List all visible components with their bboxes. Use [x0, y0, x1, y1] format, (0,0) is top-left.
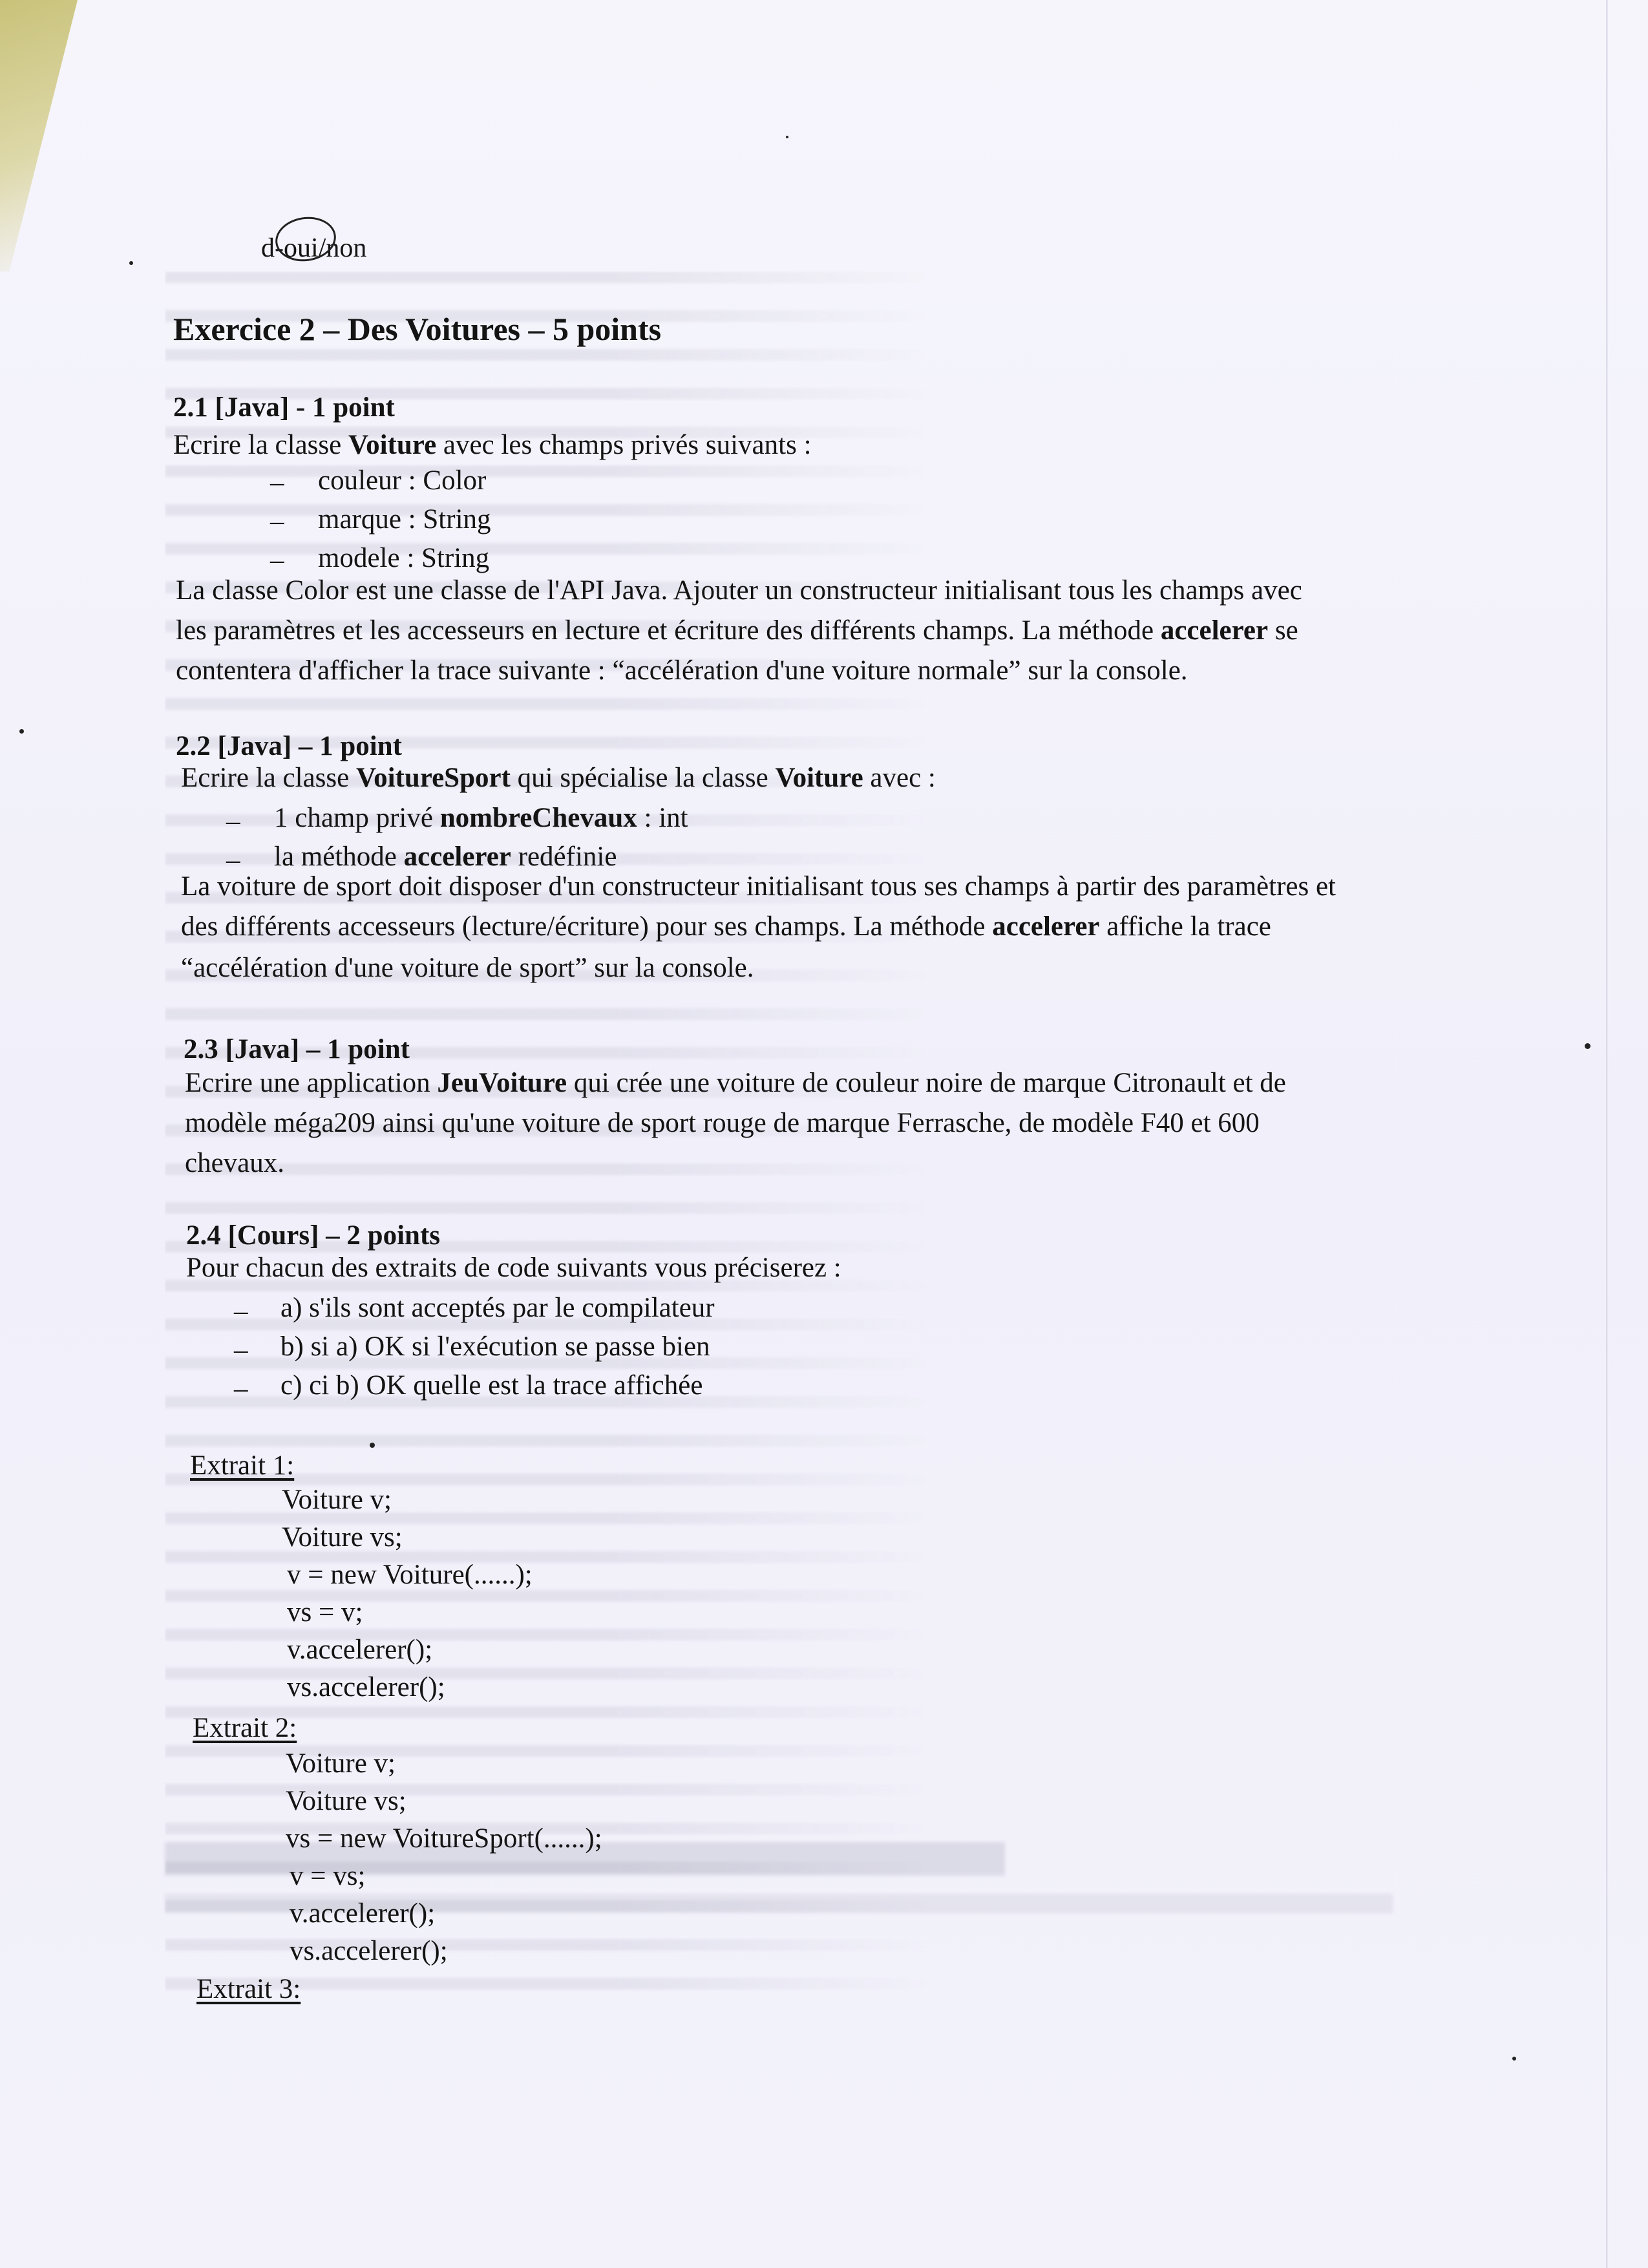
- scan-speck: [786, 136, 788, 138]
- class-name-voiture: Voiture: [775, 763, 863, 793]
- scan-speck: [1585, 1043, 1590, 1049]
- code-line: vs = new VoitureSport(......);: [286, 1823, 602, 1854]
- code-line: vs.accelerer();: [287, 1672, 445, 1702]
- paragraph-line: La classe Color est une classe de l'API Java. Ajouter un constructeur initialisant tous les champs avec: [176, 575, 1302, 606]
- item-text-end: redéfinie: [511, 842, 617, 872]
- section-2-2-heading: 2.2 [Java] – 1 point: [176, 731, 402, 761]
- page-edge-line: [1606, 0, 1608, 2268]
- section-2-3-heading: 2.3 [Java] – 1 point: [184, 1034, 410, 1065]
- paragraph-line: “accélération d'une voiture de sport” sur la console.: [181, 953, 754, 983]
- scan-speck: [19, 729, 24, 734]
- paragraph-line: [185, 1069, 1286, 1097]
- code-line: vs.accelerer();: [290, 1936, 448, 1966]
- intro-text-end: avec les champs privés suivants :: [436, 430, 812, 460]
- question-item: b) si a) OK si l'exécution se passe bien: [280, 1331, 710, 1362]
- bullet-dash: –: [234, 1373, 248, 1404]
- intro-text-end: avec :: [863, 763, 936, 793]
- bullet-dash: –: [270, 506, 284, 536]
- intro-text-mid: qui spécialise la classe: [510, 763, 776, 793]
- paragraph-text: Ecrire une application: [185, 1068, 438, 1098]
- code-line: Voiture v;: [282, 1485, 392, 1515]
- extrait-1-label: Extrait 1:: [190, 1450, 295, 1481]
- bullet-dash: –: [234, 1335, 248, 1365]
- page-corner-fold: [0, 0, 78, 271]
- paragraph-line: chevaux.: [185, 1148, 285, 1178]
- paragraph-text-end: qui crée une voiture de couleur noire de marque Citronault et de: [567, 1068, 1286, 1098]
- list-item: [274, 843, 617, 871]
- scan-speck: [370, 1443, 375, 1448]
- class-name-voiture: Voiture: [348, 430, 437, 460]
- bullet-dash: –: [234, 1296, 248, 1326]
- field-name: nombreChevaux: [439, 803, 637, 833]
- paragraph-line: [176, 617, 1298, 644]
- class-name-voituresport: VoitureSport: [355, 763, 511, 793]
- method-name: accelerer: [403, 842, 511, 872]
- code-line: v.accelerer();: [290, 1898, 436, 1929]
- field-item: couleur : Color: [318, 465, 487, 496]
- code-line: v = vs;: [290, 1861, 366, 1891]
- code-line: Voiture vs;: [286, 1786, 407, 1816]
- code-line: vs = v;: [287, 1597, 363, 1627]
- answer-other: non: [326, 233, 367, 263]
- question-item: c) ci b) OK quelle est la trace affichée: [280, 1370, 703, 1401]
- paragraph-text: des différents accesseurs (lecture/écriture) pour ses champs. La méthode: [181, 911, 993, 942]
- paragraph-text-end: affiche la trace: [1099, 911, 1271, 942]
- paragraph-line: La voiture de sport doit disposer d'un constructeur initialisant tous ses champs à partir des paramètres et: [181, 871, 1336, 902]
- bullet-dash: –: [226, 845, 240, 875]
- method-name: accelerer: [1160, 615, 1269, 646]
- item-text: la méthode: [274, 842, 404, 872]
- code-line: v = new Voiture(......);: [287, 1560, 533, 1590]
- field-item: marque : String: [318, 504, 491, 535]
- answer-separator: /: [318, 233, 326, 263]
- scan-speck: [1512, 2057, 1516, 2061]
- section-2-4-heading: 2.4 [Cours] – 2 points: [186, 1220, 441, 1251]
- paragraph-text-end: se: [1268, 615, 1298, 646]
- extrait-3-label: Extrait 3:: [196, 1974, 301, 2004]
- extrait-2-code: [286, 1745, 602, 1970]
- paragraph-line: modèle méga209 ainsi qu'une voiture de sport rouge de marque Ferrasche, de modèle F40 et 600: [185, 1108, 1260, 1138]
- paragraph-line: contentera d'afficher la trace suivante : “accélération d'une voiture normale” sur la console.: [176, 655, 1188, 686]
- question-item: a) s'ils sont acceptés par le compilateur: [280, 1293, 715, 1323]
- code-line: Voiture vs;: [282, 1522, 403, 1553]
- intro-text: Ecrire la classe: [173, 430, 348, 460]
- scan-speck: [129, 261, 133, 265]
- extrait-1-code: [282, 1481, 533, 1706]
- section-2-1-heading: 2.1 [Java] - 1 point: [173, 392, 395, 423]
- bullet-dash: –: [226, 806, 240, 836]
- list-item: [274, 804, 688, 832]
- paragraph-line: [181, 913, 1271, 940]
- section-2-1-intro: [173, 431, 812, 459]
- paragraph-text: les paramètres et les accesseurs en lecture et écriture des différents champs. La méthode: [176, 615, 1161, 646]
- bullet-dash: –: [270, 467, 284, 498]
- section-2-4-intro: Pour chacun des extraits de code suivants vous préciserez :: [186, 1253, 841, 1283]
- section-2-2-intro: [181, 764, 936, 792]
- bullet-dash: –: [270, 545, 284, 575]
- code-line: Voiture v;: [286, 1748, 396, 1779]
- exercise-title: Exercice 2 – Des Voitures – 5 points: [173, 311, 662, 347]
- intro-text: Ecrire la classe: [181, 763, 356, 793]
- field-item: modele : String: [318, 543, 490, 573]
- extrait-2-label: Extrait 2:: [193, 1713, 297, 1743]
- method-name: accelerer: [992, 911, 1100, 942]
- answer-choice: oui: [284, 233, 319, 263]
- app-name-jeuvoiture: JeuVoiture: [437, 1068, 567, 1098]
- code-line: v.accelerer();: [287, 1635, 433, 1665]
- item-text: 1 champ privé: [274, 803, 440, 833]
- answer-prefix: d-: [261, 233, 284, 263]
- item-text-end: : int: [637, 803, 688, 833]
